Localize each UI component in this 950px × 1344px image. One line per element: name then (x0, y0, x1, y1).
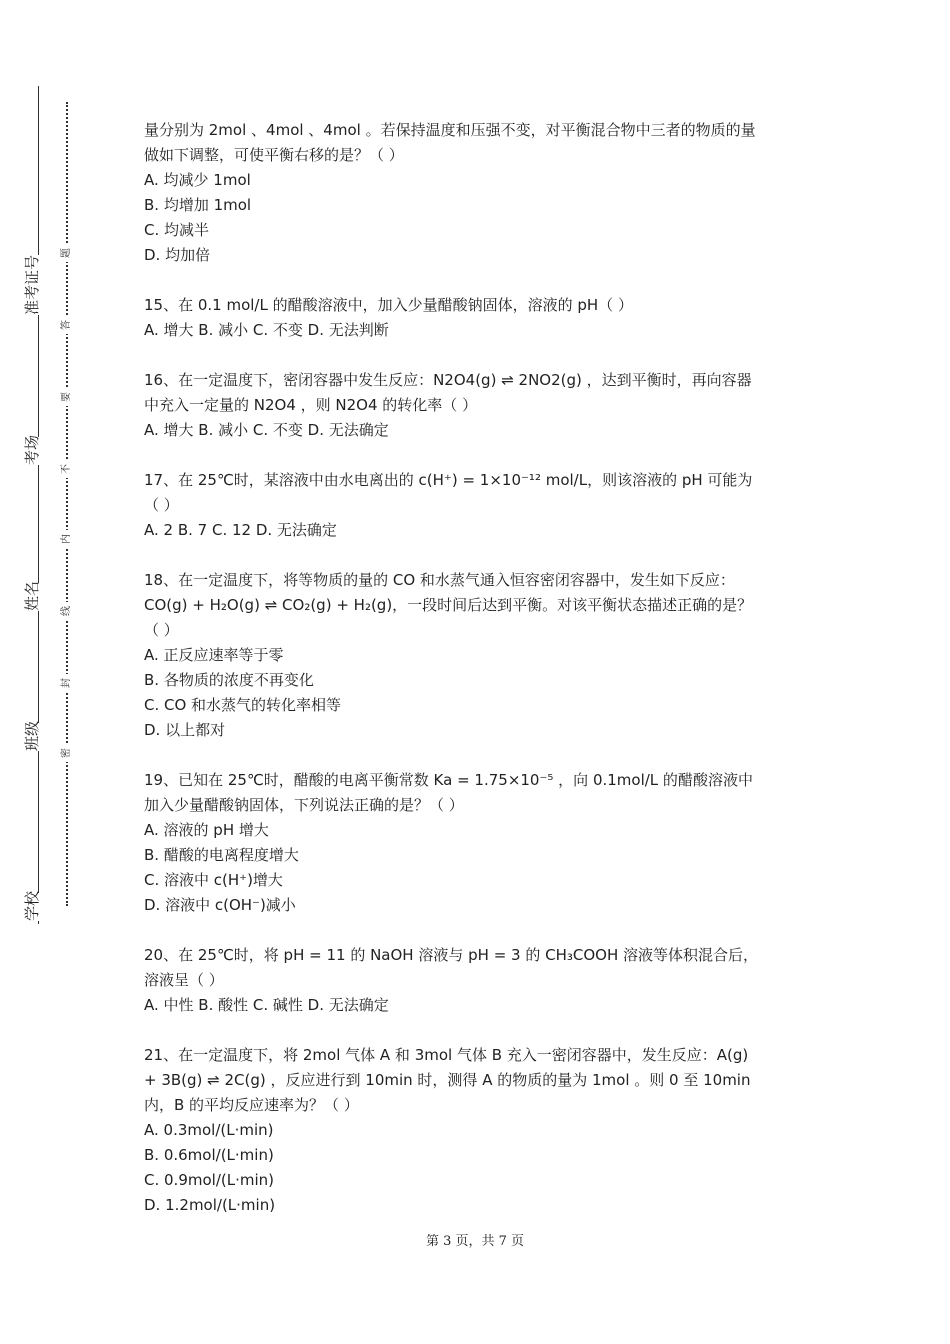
options-inline: A. 增大 B. 减小 C. 不变 D. 无法确定 (144, 421, 389, 439)
question-21 (144, 1043, 812, 1218)
seal-char: 封 (60, 674, 74, 692)
seal-char: 线 (60, 602, 74, 620)
question-17 (144, 468, 812, 543)
question-text-line: （ ） (144, 496, 179, 514)
question-text-line: 加入少量醋酸钠固体，下列说法正确的是？（ ） (144, 796, 464, 814)
seal-char: 要 (60, 388, 74, 406)
option-d: D. 均加倍 (144, 246, 211, 264)
option-d: D. 溶液中 c(OH⁻)减小 (144, 896, 296, 914)
question-text-line: 做如下调整，可使平衡右移的是？（ ） (144, 146, 404, 164)
option-a: A. 0.3mol/(L·min) (144, 1121, 274, 1139)
field-ticket-number-label: 准考证号 (23, 254, 41, 315)
field-school-label: 学校 (23, 890, 41, 921)
option-a: A. 溶液的 pH 增大 (144, 821, 269, 839)
question-list (144, 118, 812, 1218)
options-inline: A. 2 B. 7 C. 12 D. 无法确定 (144, 521, 337, 539)
page-number-footer: 第 3 页，共 7 页 (425, 1234, 525, 1249)
question-20 (144, 943, 812, 1018)
question-text-line: 溶液呈（ ） (144, 971, 224, 989)
question-14 (144, 118, 812, 268)
question-16 (144, 368, 812, 443)
seal-char: 密 (60, 744, 74, 762)
option-a: A. 均减少 1mol (144, 171, 251, 189)
options-inline: A. 增大 B. 减小 C. 不变 D. 无法判断 (144, 321, 389, 339)
question-text-line: 15、在 0.1 mol/L 的醋酸溶液中，加入少量醋酸钠固体，溶液的 pH（ ） (144, 296, 633, 314)
question-text-line: 18、在一定温度下，将等物质的量的 CO 和水蒸气通入恒容密闭容器中，发生如下反应： (144, 571, 735, 589)
question-19 (144, 768, 812, 918)
question-text-line: CO(g) + H₂O(g) ⇌ CO₂(g) + H₂(g)，一段时间后达到平衡。对该平衡状态描述正确的是？ (144, 596, 753, 614)
question-18 (144, 568, 812, 743)
option-a: A. 正反应速率等于零 (144, 646, 284, 664)
option-b: B. 各物质的浓度不再变化 (144, 671, 314, 689)
seal-char: 内 (60, 530, 74, 548)
question-text-line: 量分别为 2mol 、4mol 、4mol 。若保持温度和压强不变，对平衡混合物中三者的物质的量 (144, 121, 756, 139)
question-text-line: 17、在 25℃时，某溶液中由水电离出的 c(H⁺) = 1×10⁻¹² mol/L，则该溶液的 pH 可能为 (144, 471, 753, 489)
seal-dotted-line (66, 102, 68, 906)
field-name-label: 姓名 (23, 580, 41, 611)
question-text-line: 20、在 25℃时，将 pH = 11 的 NaOH 溶液与 pH = 3 的 CH₃COOH 溶液等体积混合后， (144, 946, 759, 964)
option-c: C. 溶液中 c(H⁺)增大 (144, 871, 283, 889)
info-underline (38, 86, 39, 924)
field-exam-room-label: 考场 (23, 434, 41, 465)
question-text-line: + 3B(g) ⇌ 2C(g) ，反应进行到 10min 时，测得 A 的物质的量为 1mol 。则 0 至 10min (144, 1071, 751, 1089)
question-15 (144, 293, 812, 343)
option-c: C. CO 和水蒸气的转化率相等 (144, 696, 342, 714)
question-text-line: 21、在一定温度下，将 2mol 气体 A 和 3mol 气体 B 充入一密闭容器中，发生反应：A(g) (144, 1046, 749, 1064)
field-class-label: 班级 (23, 720, 41, 751)
option-c: C. 均减半 (144, 221, 210, 239)
seal-char: 答 (60, 316, 74, 334)
question-text-line: 19、已知在 25℃时，醋酸的电离平衡常数 Ka = 1.75×10⁻⁵ ，向 0.1mol/L 的醋酸溶液中 (144, 771, 753, 789)
options-inline: A. 中性 B. 酸性 C. 碱性 D. 无法确定 (144, 996, 389, 1014)
option-b: B. 醋酸的电离程度增大 (144, 846, 299, 864)
option-b: B. 均增加 1mol (144, 196, 252, 214)
option-c: C. 0.9mol/(L·min) (144, 1171, 274, 1189)
option-b: B. 0.6mol/(L·min) (144, 1146, 274, 1164)
binding-margin (14, 80, 84, 940)
question-text-line: 16、在一定温度下，密闭容器中发生反应：N2O4(g) ⇌ 2NO2(g) ，达到平衡时，再向容器 (144, 371, 752, 389)
seal-char: 不 (60, 460, 74, 478)
option-d: D. 1.2mol/(L·min) (144, 1196, 276, 1214)
question-text-line: （ ） (144, 621, 179, 639)
question-text-line: 中充入一定量的 N2O4 ，则 N2O4 的转化率（ ） (144, 396, 478, 414)
seal-char: 题 (60, 244, 74, 262)
option-d: D. 以上都对 (144, 721, 226, 739)
question-text-line: 内，B 的平均反应速率为？（ ） (144, 1096, 359, 1114)
